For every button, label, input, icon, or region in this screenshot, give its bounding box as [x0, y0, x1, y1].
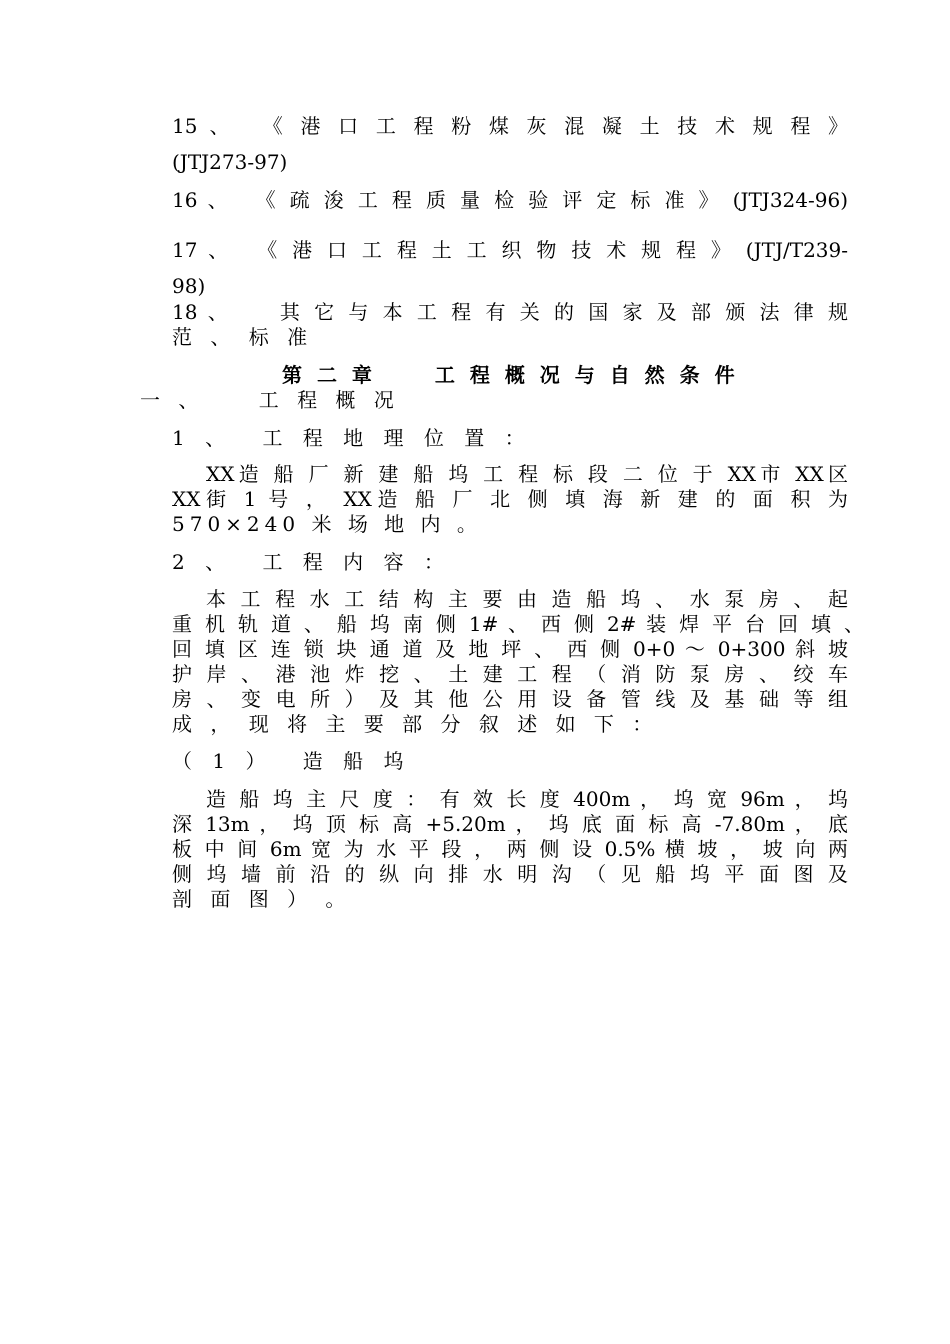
section-heading: 一 、 工 程 概 况	[140, 388, 400, 412]
item1-body-line3: 570×240 米 场 地 内 。	[172, 512, 482, 536]
ref-15-line1: 15 、 《 港 口 工 程 粉 煤 灰 混 凝 土 技 术 规 程 》	[172, 114, 848, 138]
sub1-body-line2: 深 13m ， 坞 顶 标 高 +5.20m ， 坞 底 面 标 高 -7.80m ， 底	[172, 812, 848, 836]
item1-title: 1 、 工 程 地 理 位 置 ：	[172, 426, 532, 450]
item2-body-line6: 成 ， 现 将 主 要 部 分 叙 述 如 下 ：	[172, 712, 659, 736]
item2-body-line1: 本 工 程 水 工 结 构 主 要 由 造 船 坞 、 水 泵 房 、 起	[206, 587, 848, 611]
item2-title: 2 、 工 程 内 容 ：	[172, 550, 451, 574]
item2-body-line5: 房 、 变 电 所 ） 及 其 他 公 用 设 备 管 线 及 基 础 等 组	[172, 687, 848, 711]
ref-17-line2: 98)	[172, 274, 206, 298]
item2-body-line3: 回 填 区 连 锁 块 通 道 及 地 坪 、 西 侧 0+0 ～ 0+300 斜 坡	[172, 637, 848, 661]
item2-body-line2: 重 机 轨 道 、 船 坞 南 侧 1# 、 西 侧 2# 装 焊 平 台 回 填 、	[172, 612, 864, 636]
ref-17-line1: 17 、 《 港 口 工 程 土 工 织 物 技 术 规 程 》 (JTJ/T239-	[172, 238, 848, 262]
sub1-body-line4: 侧 坞 墙 前 沿 的 纵 向 排 水 明 沟 （ 见 船 坞 平 面 图 及	[172, 862, 848, 886]
ref-18-line1: 18 、 其 它 与 本 工 程 有 关 的 国 家 及 部 颁 法 律 规	[172, 300, 848, 324]
ref-18-line2: 范 、 标 准	[172, 325, 314, 349]
item1-body-line1: XX造 船 厂 新 建 船 坞 工 程 标 段 二 位 于 XX市 XX区	[206, 462, 848, 486]
sub1-body-line5: 剖 面 图 ） 。	[172, 887, 352, 911]
chapter-title: 第 二 章 工 程 概 况 与 自 然 条 件	[282, 363, 739, 387]
sub1-body-line3: 板 中 间 6m 宽 为 水 平 段 ， 两 侧 设 0.5% 横 坡 ， 坡 向 两	[172, 837, 848, 861]
ref-16-line1: 16 、 《 疏 浚 工 程 质 量 检 验 评 定 标 准 》 (JTJ324-96)	[172, 188, 848, 212]
ref-15-line2: (JTJ273-97)	[172, 150, 288, 174]
item2-body-line4: 护 岸 、 港 池 炸 挖 、 土 建 工 程 （ 消 防 泵 房 、 绞 车	[172, 662, 848, 686]
sub1-body-line1: 造 船 坞 主 尺 度 ： 有 效 长 度 400m ， 坞 宽 96m ， 坞	[206, 787, 848, 811]
sub1-title: （ 1 ） 造 船 坞	[172, 749, 411, 773]
item1-body-line2: XX街 1 号 ， XX造 船 厂 北 侧 填 海 新 建 的 面 积 为	[172, 487, 848, 511]
